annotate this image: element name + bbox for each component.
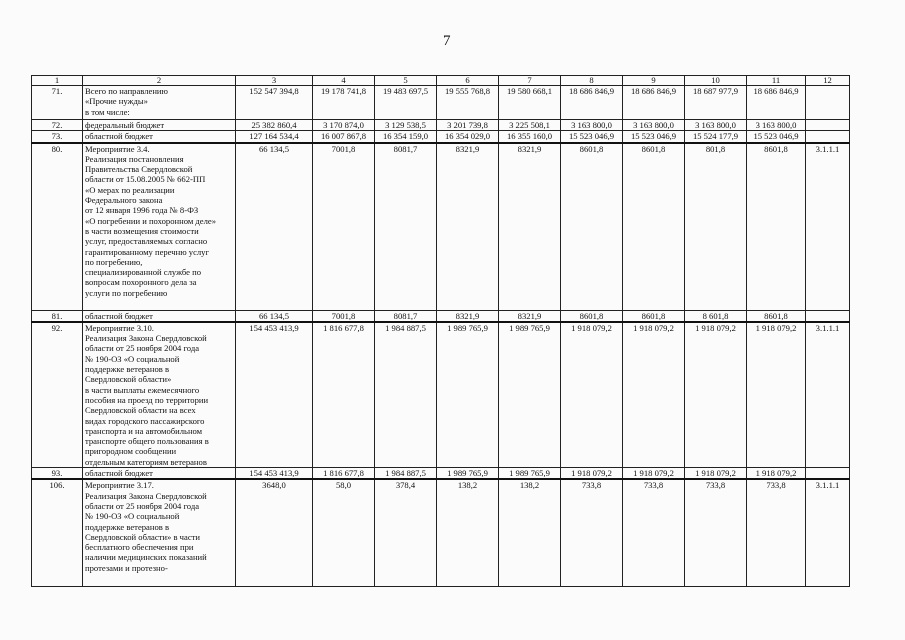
value-cell: 16 007 867,8 (313, 131, 375, 143)
value-cell: 378,4 (375, 479, 437, 587)
value-cell: 3648,0 (236, 479, 313, 587)
row-description: Всего по направлению «Прочие нужды» в том числе: (83, 86, 236, 120)
value-cell: 58,0 (313, 479, 375, 587)
value-cell: 3 225 508,1 (499, 120, 561, 131)
value-cell: 8321,9 (437, 143, 499, 311)
value-cell: 16 354 029,0 (437, 131, 499, 143)
column-header-5: 5 (375, 76, 437, 86)
value-cell: 15 523 046,9 (623, 131, 685, 143)
table-header-row (32, 76, 850, 86)
column-header-9: 9 (623, 76, 685, 86)
value-cell: 1 918 079,2 (685, 322, 747, 468)
value-cell: 1 918 079,2 (623, 468, 685, 480)
value-cell: 7001,8 (313, 143, 375, 311)
column-header-6: 6 (437, 76, 499, 86)
value-cell: 138,2 (499, 479, 561, 587)
table-row (32, 468, 850, 480)
value-cell: 733,8 (747, 479, 806, 587)
value-cell: 1 918 079,2 (561, 468, 623, 480)
value-cell: 66 134,5 (236, 310, 313, 322)
value-cell: 15 523 046,9 (561, 131, 623, 143)
value-cell: 19 555 768,8 (437, 86, 499, 120)
value-cell: 154 453 413,9 (236, 468, 313, 480)
column-header-8: 8 (561, 76, 623, 86)
column-header-10: 10 (685, 76, 747, 86)
table-row (32, 131, 850, 143)
table-row (32, 322, 850, 468)
value-cell: 1 918 079,2 (685, 468, 747, 480)
value-cell: 8321,9 (499, 310, 561, 322)
row-description: областной бюджет (83, 310, 236, 322)
row-number: 72. (32, 120, 83, 131)
value-cell: 1 984 887,5 (375, 468, 437, 480)
target-code: 3.1.1.1 (806, 479, 850, 587)
value-cell: 8601,8 (623, 310, 685, 322)
value-cell: 18 687 977,9 (685, 86, 747, 120)
value-cell: 3 163 800,0 (685, 120, 747, 131)
value-cell: 15 524 177,9 (685, 131, 747, 143)
value-cell: 8601,8 (561, 143, 623, 311)
row-number: 81. (32, 310, 83, 322)
value-cell: 8081,7 (375, 143, 437, 311)
value-cell: 733,8 (685, 479, 747, 587)
row-number: 92. (32, 322, 83, 468)
value-cell: 1 984 887,5 (375, 322, 437, 468)
value-cell: 3 163 800,0 (561, 120, 623, 131)
row-number: 93. (32, 468, 83, 480)
value-cell: 16 355 160,0 (499, 131, 561, 143)
value-cell: 733,8 (623, 479, 685, 587)
value-cell: 152 547 394,8 (236, 86, 313, 120)
value-cell: 8601,8 (561, 310, 623, 322)
value-cell: 1 918 079,2 (623, 322, 685, 468)
column-header-7: 7 (499, 76, 561, 86)
value-cell: 1 816 677,8 (313, 468, 375, 480)
value-cell: 16 354 159,0 (375, 131, 437, 143)
row-description: федеральный бюджет (83, 120, 236, 131)
value-cell: 3 129 538,5 (375, 120, 437, 131)
target-code (806, 310, 850, 322)
value-cell: 733,8 (561, 479, 623, 587)
column-header-3: 3 (236, 76, 313, 86)
value-cell: 3 201 739,8 (437, 120, 499, 131)
value-cell: 18 686 846,9 (747, 86, 806, 120)
column-header-2: 2 (83, 76, 236, 86)
table-row (32, 120, 850, 131)
value-cell: 15 523 046,9 (747, 131, 806, 143)
value-cell: 801,8 (685, 143, 747, 311)
row-number: 71. (32, 86, 83, 120)
target-code (806, 86, 850, 120)
value-cell: 8 601,8 (685, 310, 747, 322)
value-cell: 8081,7 (375, 310, 437, 322)
table-row (32, 310, 850, 322)
table-row (32, 479, 850, 587)
value-cell: 8601,8 (747, 143, 806, 311)
value-cell: 66 134,5 (236, 143, 313, 311)
target-code: 3.1.1.1 (806, 143, 850, 311)
table-row (32, 143, 850, 311)
value-cell: 19 178 741,8 (313, 86, 375, 120)
target-code (806, 120, 850, 131)
value-cell: 127 164 534,4 (236, 131, 313, 143)
row-description: Мероприятие 3.17. Реализация Закона Свердловской области от 25 ноября 2004 года № 190-ОЗ «О социальной поддержке ветеранов в Свердловской области» в части бесплатного обеспечения при наличии медицинских показаний протезами и протезно- (83, 479, 236, 587)
column-header-11: 11 (747, 76, 806, 86)
value-cell: 154 453 413,9 (236, 322, 313, 468)
value-cell: 8601,8 (747, 310, 806, 322)
value-cell: 138,2 (437, 479, 499, 587)
target-code: 3.1.1.1 (806, 322, 850, 468)
page-number: 7 (443, 33, 451, 49)
value-cell: 8321,9 (437, 310, 499, 322)
table-row (32, 86, 850, 120)
value-cell: 8601,8 (623, 143, 685, 311)
value-cell: 8321,9 (499, 143, 561, 311)
value-cell: 1 918 079,2 (747, 322, 806, 468)
value-cell: 7001,8 (313, 310, 375, 322)
value-cell: 18 686 846,9 (561, 86, 623, 120)
row-description: Мероприятие 3.10. Реализация Закона Свердловской области от 25 ноября 2004 года № 190-ОЗ «О социальной поддержке ветеранов в Свердловской области» в части выплаты ежемесячного пособия на проезд по территории Свердловской области на всех видах городского пассажирского транспорта и на автомобильном транспорте общего пользования в пригородном сообщении отдельным категориям ветеранов (83, 322, 236, 468)
value-cell: 3 170 874,0 (313, 120, 375, 131)
value-cell: 1 989 765,9 (499, 468, 561, 480)
row-description: областной бюджет (83, 131, 236, 143)
value-cell: 25 382 860,4 (236, 120, 313, 131)
value-cell: 1 989 765,9 (437, 468, 499, 480)
value-cell: 1 989 765,9 (437, 322, 499, 468)
column-header-1: 1 (32, 76, 83, 86)
target-code (806, 131, 850, 143)
row-description: Мероприятие 3.4. Реализация постановления Правительства Свердловской области от 15.08.2005 № 662-ПП «О мерах по реализации Федерального закона от 12 января 1996 года № 8-ФЗ «О погребении и похоронном деле» в части возмещения стоимости услуг, предоставляемых согласно гарантированному перечню услуг по погребению, специализированной службе по вопросам похоронного дела за услуги по погребению (83, 143, 236, 311)
value-cell: 19 580 668,1 (499, 86, 561, 120)
value-cell: 18 686 846,9 (623, 86, 685, 120)
row-number: 106. (32, 479, 83, 587)
value-cell: 19 483 697,5 (375, 86, 437, 120)
target-code (806, 468, 850, 480)
value-cell: 1 816 677,8 (313, 322, 375, 468)
row-description: областной бюджет (83, 468, 236, 480)
value-cell: 3 163 800,0 (623, 120, 685, 131)
row-number: 80. (32, 143, 83, 311)
column-header-4: 4 (313, 76, 375, 86)
value-cell: 3 163 800,0 (747, 120, 806, 131)
value-cell: 1 989 765,9 (499, 322, 561, 468)
row-number: 73. (32, 131, 83, 143)
column-header-12: 12 (806, 76, 850, 86)
value-cell: 1 918 079,2 (561, 322, 623, 468)
budget-table (31, 75, 850, 587)
value-cell: 1 918 079,2 (747, 468, 806, 480)
